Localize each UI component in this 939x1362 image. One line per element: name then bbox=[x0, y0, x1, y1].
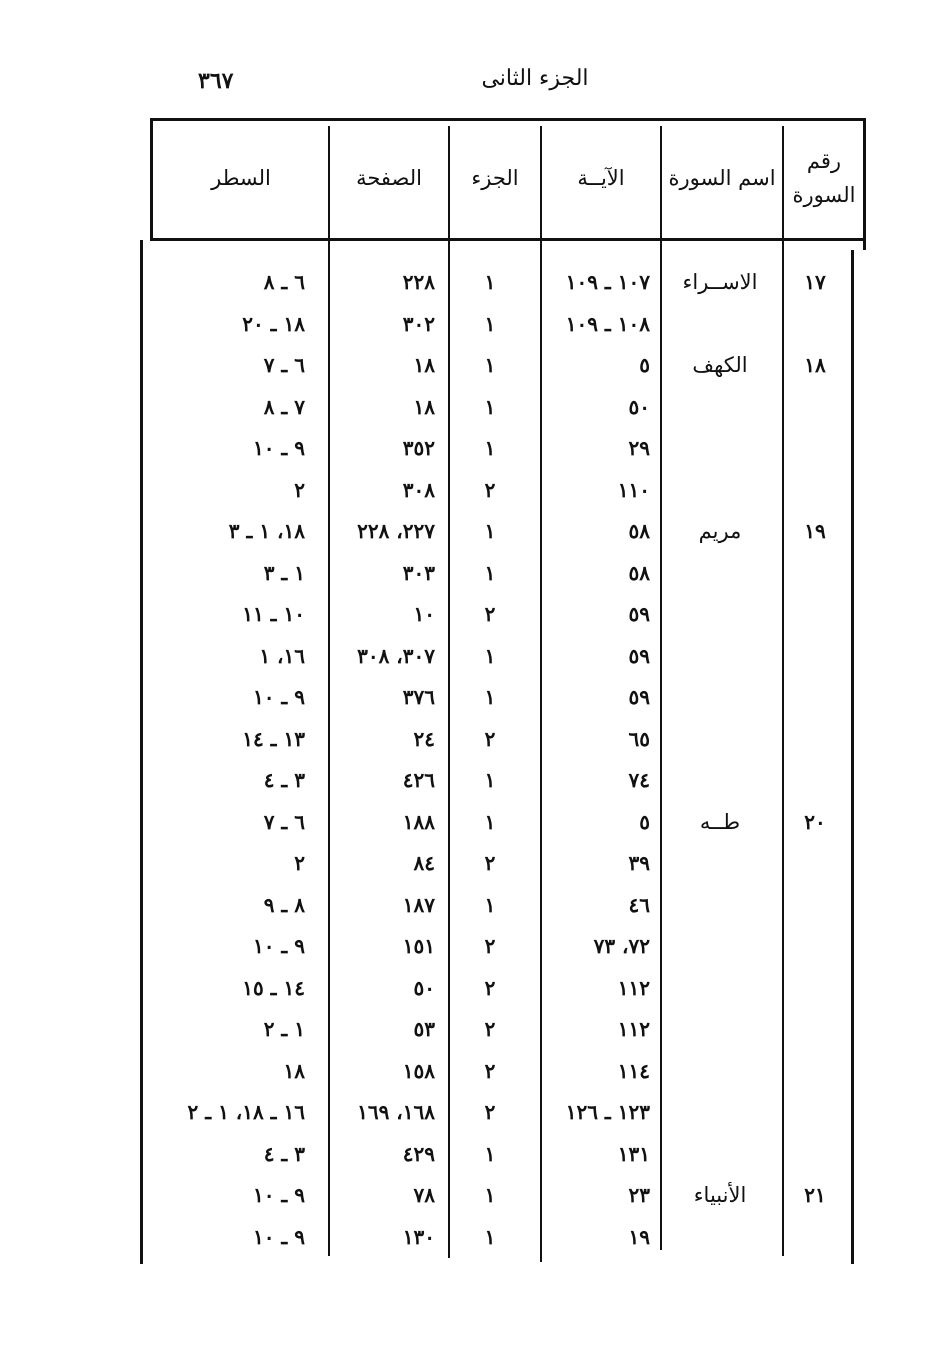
page-cell: ١٨٨ bbox=[402, 809, 435, 834]
aya-cell: ٥ bbox=[639, 353, 650, 377]
line-cell: ١٦ ـ ١٨، ١ ـ ٢ bbox=[187, 1100, 305, 1124]
part-cell: ٢ bbox=[484, 851, 496, 875]
line-cell: ٣ ـ ٤ bbox=[263, 768, 305, 792]
sura-number-cell bbox=[780, 1051, 850, 1092]
page-cell: ١٨٧ bbox=[402, 892, 435, 917]
page-cell: ٣٠٧، ٣٠٨ bbox=[357, 643, 435, 668]
table-row bbox=[140, 1175, 866, 1216]
table-row bbox=[140, 885, 866, 926]
sura-name-cell bbox=[660, 1134, 780, 1175]
sura-name-cell bbox=[660, 387, 780, 428]
table-row bbox=[140, 1092, 866, 1133]
line-cell: ١٣ ـ ١٤ bbox=[242, 726, 305, 751]
aya-cell: ٤٦ bbox=[628, 892, 650, 917]
aya-cell: ١١٢ bbox=[617, 975, 650, 1000]
table-row bbox=[140, 345, 866, 386]
sura-number-cell: ١٧ bbox=[804, 270, 826, 294]
sura-name-cell bbox=[660, 719, 780, 760]
sura-number-cell bbox=[780, 553, 850, 594]
part-cell: ١ bbox=[484, 353, 496, 377]
sura-number-cell bbox=[780, 843, 850, 884]
aya-cell: ١١٢ bbox=[617, 1017, 650, 1041]
table-row bbox=[140, 802, 866, 843]
part-cell: ١ bbox=[484, 560, 496, 585]
table-row bbox=[140, 428, 866, 469]
line-cell: ٧ ـ ٨ bbox=[263, 394, 305, 419]
table-row bbox=[140, 843, 866, 884]
table-right-rule bbox=[863, 118, 866, 250]
page-cell: ٤٢٩ bbox=[402, 1141, 435, 1166]
header-rule bbox=[150, 238, 866, 241]
sura-number-cell bbox=[780, 760, 850, 801]
table-row bbox=[140, 387, 866, 428]
table-row bbox=[140, 1009, 866, 1050]
line-cell: ١٨، ١ ـ ٣ bbox=[228, 519, 305, 543]
aya-cell: ٢٩ bbox=[628, 436, 650, 460]
line-cell: ٩ ـ ١٠ bbox=[252, 1224, 305, 1249]
aya-cell: ٢٣ bbox=[628, 1183, 650, 1207]
sura-number-cell bbox=[780, 1009, 850, 1050]
table-row bbox=[140, 1134, 866, 1175]
table-row bbox=[140, 1051, 866, 1092]
page-cell: ١٨ bbox=[413, 394, 435, 419]
line-cell: ١ ـ ٢ bbox=[263, 1017, 305, 1041]
aya-cell: ١٠٨ ـ ١٠٩ bbox=[565, 311, 650, 336]
table-row bbox=[140, 594, 866, 635]
aya-cell: ١٢٣ ـ ١٢٦ bbox=[565, 1100, 650, 1124]
page-cell: ٣٠٣ bbox=[402, 560, 435, 585]
aya-cell: ١٠٧ ـ ١٠٩ bbox=[565, 270, 650, 294]
aya-cell: ٧٤ bbox=[628, 768, 650, 792]
page-cell: ٣٠٨ bbox=[402, 477, 435, 502]
sura-number-cell bbox=[780, 1217, 850, 1258]
sura-number-cell bbox=[780, 926, 850, 967]
part-cell: ١ bbox=[484, 1224, 496, 1249]
aya-cell: ٥ bbox=[639, 809, 650, 834]
aya-cell: ٦٥ bbox=[628, 726, 650, 751]
line-cell: ١٨ bbox=[283, 1058, 305, 1083]
table-row bbox=[140, 1217, 866, 1258]
part-cell: ٢ bbox=[484, 1017, 496, 1041]
header-aya: الآيــة bbox=[577, 166, 625, 190]
part-cell: ١ bbox=[484, 1141, 496, 1166]
sura-name-cell bbox=[660, 1051, 780, 1092]
sura-number-cell bbox=[780, 636, 850, 677]
page-cell: ١٥٨ bbox=[402, 1058, 435, 1083]
sura-name-cell bbox=[660, 1009, 780, 1050]
sura-number-cell bbox=[780, 304, 850, 345]
page-header bbox=[0, 62, 939, 102]
header-sura-number: رقم السورة bbox=[792, 149, 856, 207]
table-row bbox=[140, 968, 866, 1009]
line-cell: ٣ ـ ٤ bbox=[263, 1141, 305, 1166]
line-cell: ١٠ ـ ١١ bbox=[242, 602, 305, 626]
table-row bbox=[140, 636, 866, 677]
part-cell: ١ bbox=[484, 685, 496, 709]
line-cell: ١ ـ ٣ bbox=[263, 560, 305, 585]
sura-name-cell: الكهف bbox=[692, 353, 748, 377]
line-cell: ١٨ ـ ٢٠ bbox=[242, 311, 305, 336]
sura-number-cell bbox=[780, 1134, 850, 1175]
line-cell: ٩ ـ ١٠ bbox=[252, 436, 305, 460]
page-cell: ٧٨ bbox=[413, 1183, 435, 1207]
sura-name-cell: مريم bbox=[698, 519, 742, 543]
line-cell: ٦ ـ ٨ bbox=[263, 270, 305, 294]
sura-number-cell bbox=[780, 677, 850, 718]
part-cell: ١ bbox=[484, 311, 496, 336]
sura-number-cell: ١٨ bbox=[804, 353, 826, 377]
aya-cell: ٥٠ bbox=[628, 394, 650, 419]
page-cell: ٢٢٨ bbox=[402, 270, 435, 294]
header-page: الصفحة bbox=[356, 166, 422, 190]
aya-cell: ٥٩ bbox=[628, 643, 650, 668]
part-cell: ١ bbox=[484, 436, 496, 460]
part-cell: ٢ bbox=[484, 1100, 496, 1124]
sura-number-cell bbox=[780, 885, 850, 926]
line-cell: ٦ ـ ٧ bbox=[263, 353, 305, 377]
part-cell: ٢ bbox=[484, 1058, 496, 1083]
sura-name-cell: طــه bbox=[699, 809, 741, 834]
sura-name-cell bbox=[660, 968, 780, 1009]
sura-name-cell bbox=[660, 553, 780, 594]
page-cell: ٢٢٧، ٢٢٨ bbox=[357, 519, 435, 543]
sura-number-cell bbox=[780, 594, 850, 635]
sura-number-cell bbox=[780, 719, 850, 760]
sura-name-cell bbox=[660, 926, 780, 967]
table-row bbox=[140, 304, 866, 345]
sura-number-cell: ٢٠ bbox=[804, 809, 826, 834]
page-cell: ٥٣ bbox=[413, 1017, 435, 1041]
part-cell: ١ bbox=[484, 643, 496, 668]
part-cell: ١ bbox=[484, 892, 496, 917]
part-cell: ١ bbox=[484, 1183, 496, 1207]
page-cell: ٢٤ bbox=[413, 726, 435, 751]
page-cell: ٣٠٢ bbox=[402, 311, 435, 336]
header-sura-name: اسم السورة bbox=[668, 166, 776, 190]
line-cell: ٨ ـ ٩ bbox=[263, 892, 305, 917]
aya-cell: ١٣١ bbox=[617, 1141, 650, 1166]
table-row bbox=[140, 719, 866, 760]
page-cell: ٣٥٢ bbox=[402, 436, 435, 460]
aya-cell: ١١٠ bbox=[617, 477, 650, 502]
part-cell: ٢ bbox=[484, 602, 496, 626]
page-cell: ٣٧٦ bbox=[402, 685, 435, 709]
line-cell: ٦ ـ ٧ bbox=[263, 809, 305, 834]
aya-cell: ٥٨ bbox=[628, 560, 650, 585]
aya-cell: ٥٩ bbox=[628, 685, 650, 709]
sura-number-cell bbox=[780, 968, 850, 1009]
part-cell: ١ bbox=[484, 270, 496, 294]
page-cell: ١٨ bbox=[413, 353, 435, 377]
running-title: الجزء الثانى bbox=[481, 66, 589, 91]
sura-number-cell bbox=[780, 470, 850, 511]
aya-cell: ١١٤ bbox=[617, 1058, 650, 1083]
part-cell: ١ bbox=[484, 809, 496, 834]
part-cell: ٢ bbox=[484, 934, 496, 958]
sura-number-cell bbox=[780, 428, 850, 469]
part-cell: ٢ bbox=[484, 477, 496, 502]
sura-name-cell bbox=[660, 1092, 780, 1133]
aya-cell: ٣٩ bbox=[628, 851, 650, 875]
sura-name-cell bbox=[660, 636, 780, 677]
page-cell: ١٥١ bbox=[402, 934, 435, 958]
index-table bbox=[140, 118, 866, 1264]
line-cell: ٩ ـ ١٠ bbox=[252, 1183, 305, 1207]
aya-cell: ١٩ bbox=[628, 1224, 650, 1249]
table-row bbox=[140, 677, 866, 718]
line-cell: ٢ bbox=[294, 851, 305, 875]
aya-cell: ٥٩ bbox=[628, 602, 650, 626]
sura-name-cell bbox=[660, 677, 780, 718]
page-cell: ٥٠ bbox=[413, 975, 435, 1000]
line-cell: ١٦، ١ bbox=[259, 643, 305, 668]
part-cell: ١ bbox=[484, 519, 496, 543]
sura-number-cell bbox=[780, 1092, 850, 1133]
page-cell: ٤٢٦ bbox=[402, 768, 435, 792]
page-cell: ١٣٠ bbox=[402, 1224, 435, 1249]
aya-cell: ٧٢، ٧٣ bbox=[593, 934, 650, 958]
part-cell: ١ bbox=[484, 768, 496, 792]
sura-number-cell bbox=[780, 387, 850, 428]
page-cell: ٨٤ bbox=[413, 851, 435, 875]
line-cell: ٩ ـ ١٠ bbox=[252, 685, 305, 709]
part-cell: ٢ bbox=[484, 726, 496, 751]
page-cell: ١٦٨، ١٦٩ bbox=[357, 1100, 435, 1124]
header-line: السطر bbox=[211, 166, 271, 190]
sura-name-cell bbox=[660, 843, 780, 884]
part-cell: ٢ bbox=[484, 975, 496, 1000]
sura-name-cell bbox=[660, 304, 780, 345]
header-part: الجزء bbox=[471, 166, 519, 190]
sura-name-cell bbox=[660, 470, 780, 511]
table-row bbox=[140, 926, 866, 967]
table-row bbox=[140, 470, 866, 511]
sura-name-cell: الأنبياء bbox=[693, 1183, 747, 1207]
sura-name-cell bbox=[660, 594, 780, 635]
table-row bbox=[140, 553, 866, 594]
sura-name-cell bbox=[660, 760, 780, 801]
page-cell: ١٠ bbox=[413, 602, 435, 626]
sura-name-cell bbox=[660, 428, 780, 469]
sura-number-cell: ١٩ bbox=[804, 519, 826, 543]
aya-cell: ٥٨ bbox=[628, 519, 650, 543]
sura-name-cell bbox=[660, 1217, 780, 1258]
table-row bbox=[140, 511, 866, 552]
page-number: ٣٦٧ bbox=[198, 68, 234, 94]
sura-number-cell: ٢١ bbox=[804, 1183, 826, 1207]
sura-name-cell bbox=[660, 885, 780, 926]
table-row bbox=[140, 262, 866, 303]
part-cell: ١ bbox=[484, 394, 496, 419]
sura-name-cell: الاســراء bbox=[682, 270, 758, 294]
line-cell: ٩ ـ ١٠ bbox=[252, 934, 305, 958]
line-cell: ١٤ ـ ١٥ bbox=[242, 975, 305, 1000]
table-row bbox=[140, 760, 866, 801]
table-left-rule bbox=[150, 118, 153, 240]
line-cell: ٢ bbox=[294, 477, 305, 502]
